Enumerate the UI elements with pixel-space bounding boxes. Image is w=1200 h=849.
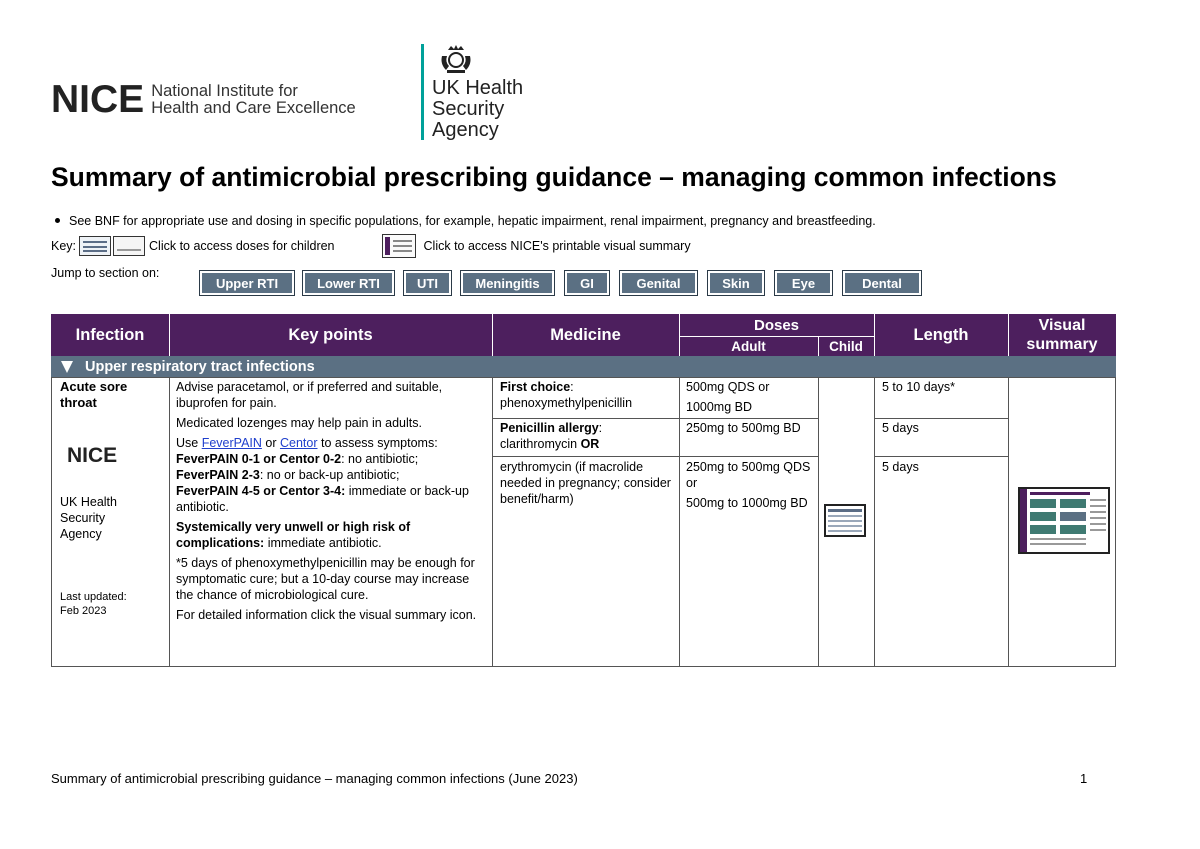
nav-eye-button[interactable]: Eye <box>775 271 832 295</box>
infection-name: Acute sore throat <box>60 379 128 410</box>
medicine-first-choice: First choice: phenoxymethylpenicillin <box>500 380 633 410</box>
feverpain-link[interactable]: FeverPAIN <box>201 436 262 450</box>
header-visual-summary: Visual summary <box>1008 314 1116 356</box>
centor-link[interactable]: Centor <box>279 436 318 450</box>
key-point-score-low: FeverPAIN 0-1 or Centor 0-2: no antibiotic; <box>176 452 419 466</box>
length-first-choice: 5 to 10 days* <box>882 380 955 394</box>
key-point-score-high: FeverPAIN 4-5 or Centor 3-4: immediate or back-up antibiotic. <box>176 484 469 514</box>
children-doses-thumbnail-icon[interactable] <box>824 504 866 537</box>
medicine-penicillin-allergy: Penicillin allergy: clarithromycin OR <box>500 421 603 451</box>
ukhsa-logo <box>421 44 524 142</box>
nice-logo-subtitle <box>151 83 356 117</box>
header-adult: Adult <box>679 336 818 356</box>
ukhsa-mini-logo: UK Health Security Agency <box>60 495 117 541</box>
key-point-course: *5 days of phenoxymethylpenicillin may be enough for symptomatic cure; but a 10-day course may increase the chance of microbiological cure. <box>176 556 475 602</box>
nav-dental-button[interactable]: Dental <box>843 271 921 295</box>
ukhsa-logo-text: UK Health Security Agency <box>432 77 524 141</box>
children-doses-key-text: Click to access doses for children <box>149 239 335 253</box>
key-legend: Key: Click to access doses for children Click to access NICE's printable visual summary <box>51 234 691 258</box>
length-clarithromycin: 5 days <box>882 421 919 435</box>
ukhsa-logo-bar <box>421 44 424 140</box>
nav-upper-rti-button[interactable]: Upper RTI <box>200 271 294 295</box>
last-updated-date: Feb 2023 <box>60 605 107 617</box>
nice-logo <box>51 80 356 119</box>
header-infection: Infection <box>51 314 169 356</box>
key-point-unwell: Systemically very unwell or high risk of complications: immediate antibiotic. <box>176 520 411 550</box>
visual-summary-thumbnail-icon[interactable] <box>1018 487 1110 554</box>
table-row <box>51 377 1116 667</box>
key-point-lozenges: Medicated lozenges may help pain in adults. <box>176 416 422 430</box>
nav-genital-button[interactable]: Genital <box>620 271 697 295</box>
footer-text: Summary of antimicrobial prescribing guidance – managing common infections (June 2023) <box>51 771 578 786</box>
nice-mini-logo: NICE <box>67 444 118 467</box>
nav-gi-button[interactable]: GI <box>565 271 609 295</box>
header-doses: Doses <box>679 314 874 336</box>
jump-to-section-label: Jump to section on: <box>51 266 160 280</box>
key-point-assess: Use FeverPAIN or Centor to assess symptoms: <box>176 436 438 450</box>
nav-lower-rti-button[interactable]: Lower RTI <box>303 271 394 295</box>
nice-subtitle-line1: National Institute for <box>151 81 298 100</box>
nav-meningitis-button[interactable]: Meningitis <box>461 271 554 295</box>
header-key-points: Key points <box>169 314 492 356</box>
nav-skin-button[interactable]: Skin <box>708 271 764 295</box>
page-number: 1 <box>1080 771 1088 786</box>
adult-dose-erythromycin: 250mg to 500mg QDS or 500mg to 1000mg BD <box>686 460 811 510</box>
visual-summary-key-text: Click to access NICE's printable visual summary <box>423 239 691 253</box>
header-child: Child <box>818 336 874 356</box>
key-point-detail: For detailed information click the visual summary icon. <box>176 608 477 622</box>
page-title: Summary of antimicrobial prescribing guidance – managing common infections <box>51 162 1057 192</box>
last-updated-label: Last updated: <box>60 591 127 603</box>
visual-summary-key-icon[interactable] <box>382 234 416 258</box>
nice-logo-wordmark: NICE <box>51 78 145 121</box>
collapse-triangle-icon <box>61 361 73 373</box>
header-length: Length <box>874 314 1008 356</box>
medicine-erythromycin: erythromycin (if macrolide needed in pregnancy; consider benefit/harm) <box>500 460 671 506</box>
bullet-icon <box>55 218 60 223</box>
header-medicine: Medicine <box>492 314 679 356</box>
section-upper-rti-row[interactable]: Upper respiratory tract infections <box>51 356 1116 377</box>
nice-subtitle-line2: Health and Care Excellence <box>151 98 356 117</box>
adult-dose-clarithromycin: 250mg to 500mg BD <box>686 421 801 435</box>
prescribing-table <box>51 314 1116 667</box>
length-erythromycin: 5 days <box>882 460 919 474</box>
children-doses-thumbnail-icon[interactable] <box>79 236 111 256</box>
bnf-note: See BNF for appropriate use and dosing in specific populations, for example, hepatic impairment, renal impairment, pregnancy and breastfeeding. <box>55 214 876 228</box>
key-point-score-mid: FeverPAIN 2-3: no or back-up antibiotic; <box>176 468 400 482</box>
adult-dose-first-choice: 500mg QDS or 1000mg BD <box>686 380 770 414</box>
key-points <box>176 379 486 623</box>
royal-crest-icon <box>438 44 474 74</box>
key-point-pain: Advise paracetamol, or if preferred and suitable, ibuprofen for pain. <box>176 380 443 410</box>
nav-uti-button[interactable]: UTI <box>404 271 451 295</box>
bnf-for-children-icon[interactable] <box>113 236 145 256</box>
